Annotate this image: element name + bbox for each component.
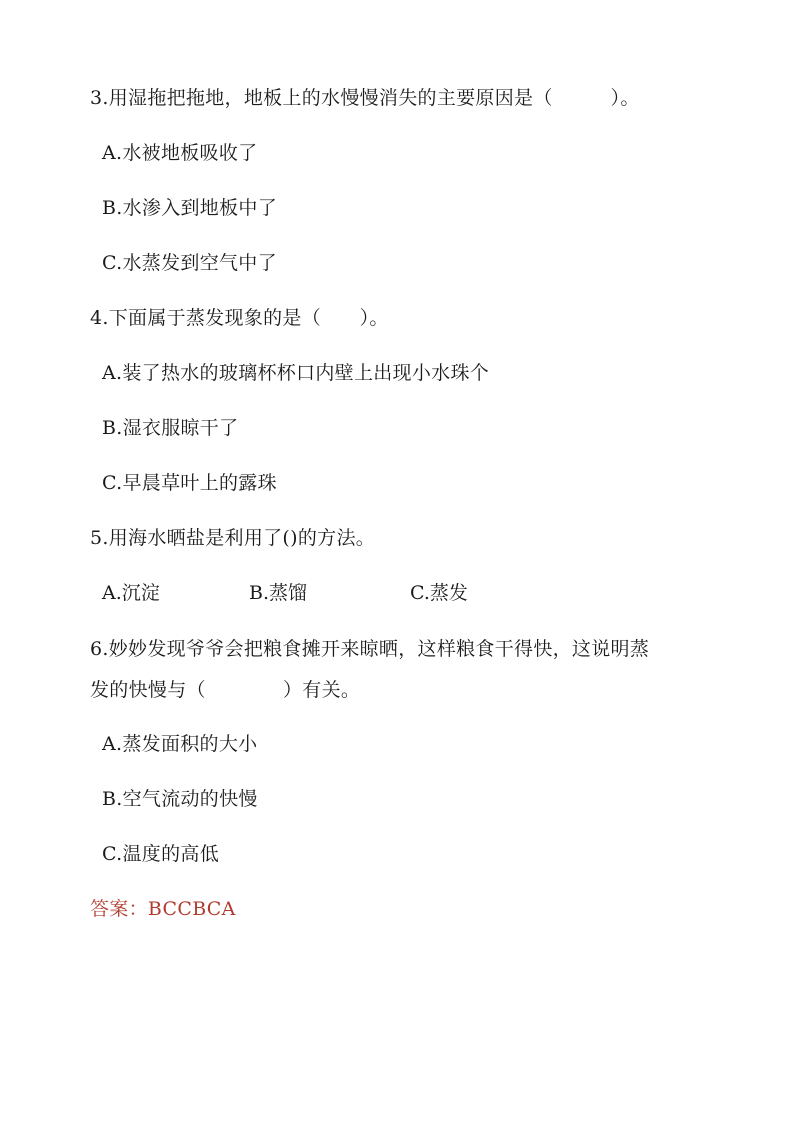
question-3-stem: 3.用湿拖把拖地，地板上的水慢慢消失的主要原因是（ ）。 [90, 87, 640, 109]
question-6-stem-line-2: 发的快慢与（ ）有关。 [90, 679, 361, 701]
question-4-option-c: C.早晨草叶上的露珠 [102, 472, 277, 494]
question-3-option-c: C.水蒸发到空气中了 [102, 252, 277, 274]
question-5-option-b: B.蒸馏 [249, 582, 308, 604]
question-5-option-a: A.沉淀 [102, 582, 160, 604]
question-4-stem: 4.下面属于蒸发现象的是（ ）。 [90, 307, 389, 329]
question-3-option-b: B.水渗入到地板中了 [102, 197, 278, 219]
question-5-option-c: C.蒸发 [410, 582, 468, 604]
question-6-option-c: C.温度的高低 [102, 843, 220, 865]
question-5-stem: 5.用海水晒盐是利用了()的方法。 [90, 527, 376, 549]
question-4-option-a: A.装了热水的玻璃杯杯口内壁上出现小水珠个 [102, 362, 490, 384]
question-6-stem-line-1: 6.妙妙发现爷爷会把粮食摊开来晾晒，这样粮食干得快，这说明蒸 [90, 638, 650, 660]
question-3-option-a: A.水被地板吸收了 [102, 142, 258, 164]
answer-key: 答案：BCCBCA [90, 898, 236, 920]
question-6-option-b: B.空气流动的快慢 [102, 788, 258, 810]
question-6-option-a: A.蒸发面积的大小 [102, 733, 258, 755]
question-4-option-b: B.湿衣服晾干了 [102, 417, 239, 439]
